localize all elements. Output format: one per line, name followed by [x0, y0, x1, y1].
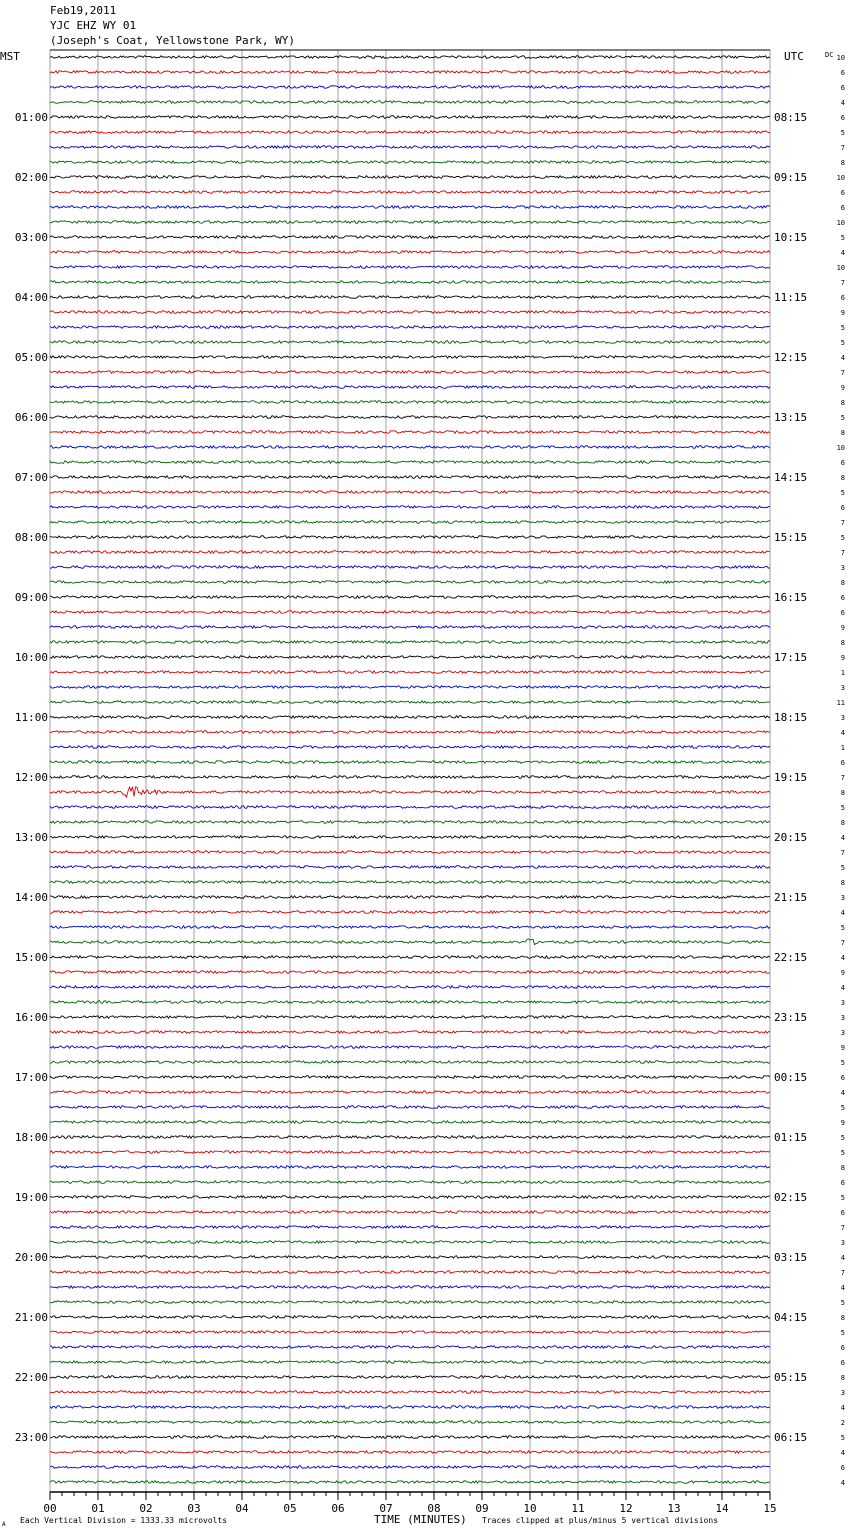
- dc-offset-label: 5: [840, 864, 845, 872]
- trace-line: [50, 1481, 770, 1484]
- trace-line: [50, 236, 770, 239]
- right-hour-label: 14:15: [774, 471, 808, 484]
- x-tick-label: 14: [715, 1502, 729, 1515]
- dc-offset-label: 1: [840, 669, 845, 677]
- dc-offset-label: 5: [840, 489, 845, 497]
- dc-offset-label: 4: [840, 834, 845, 842]
- dc-offset-label: 7: [840, 519, 845, 527]
- dc-offset-label: 6: [840, 294, 845, 302]
- dc-offset-label: 6: [840, 204, 845, 212]
- dc-offset-label: 4: [840, 1284, 845, 1292]
- dc-offset-label: 6: [840, 69, 845, 77]
- dc-offset-label: 5: [840, 1104, 845, 1112]
- left-hour-label: 18:00: [14, 1131, 48, 1144]
- right-hour-label: 10:15: [774, 231, 808, 244]
- left-timezone-label: MST: [0, 50, 20, 63]
- trace-line: [50, 1271, 770, 1274]
- x-tick-label: 11: [571, 1502, 585, 1515]
- trace-line: [50, 386, 770, 389]
- right-hour-label: 04:15: [774, 1311, 808, 1324]
- trace-line: [50, 596, 770, 599]
- trace-line: [50, 251, 770, 254]
- dc-offset-label: 10: [836, 219, 845, 227]
- right-hour-label: 19:15: [774, 771, 808, 784]
- x-tick-label: 10: [523, 1502, 537, 1515]
- dc-offset-label: 5: [840, 1299, 845, 1307]
- trace-line: [50, 1436, 770, 1439]
- trace-line: [50, 566, 770, 569]
- trace-line: [50, 911, 770, 914]
- trace-line: [50, 611, 770, 614]
- x-tick-label: 12: [619, 1502, 633, 1515]
- trace-line: [50, 671, 770, 674]
- trace-line: [50, 1361, 770, 1364]
- trace-line: [50, 1391, 770, 1394]
- trace-line: [50, 221, 770, 224]
- dc-offset-header: DC: [825, 51, 834, 59]
- right-hour-label: 13:15: [774, 411, 808, 424]
- trace-line: [50, 71, 770, 74]
- trace-line: [50, 761, 770, 764]
- left-hour-label: 01:00: [14, 111, 48, 124]
- left-hour-label: 17:00: [14, 1071, 48, 1084]
- dc-offset-label: 4: [840, 1404, 845, 1412]
- trace-line: [50, 1166, 770, 1169]
- dc-offset-label: 3: [840, 684, 845, 692]
- dc-offset-label: 6: [840, 609, 845, 617]
- dc-offset-label: 8: [840, 639, 845, 647]
- dc-offset-label: 10: [836, 264, 845, 272]
- right-hour-label: 01:15: [774, 1131, 808, 1144]
- left-hour-label: 11:00: [14, 711, 48, 724]
- trace-line: [50, 686, 770, 689]
- trace-line: [50, 401, 770, 404]
- x-tick-label: 03: [187, 1502, 201, 1515]
- left-hour-label: 05:00: [14, 351, 48, 364]
- trace-line: [50, 806, 770, 809]
- dc-offset-label: 9: [840, 654, 845, 662]
- dc-offset-label: 8: [840, 399, 845, 407]
- trace-line: [50, 1106, 770, 1109]
- dc-offset-label: 6: [840, 459, 845, 467]
- dc-offset-label: 8: [840, 579, 845, 587]
- dc-offset-label: 6: [840, 84, 845, 92]
- dc-offset-label: 5: [840, 339, 845, 347]
- dc-offset-label: 3: [840, 564, 845, 572]
- dc-offset-label: 10: [836, 54, 845, 62]
- trace-line: [50, 1001, 770, 1004]
- dc-offset-label: 6: [840, 594, 845, 602]
- trace-line: [50, 701, 770, 704]
- trace-line: [50, 581, 770, 584]
- dc-offset-label: 8: [840, 1164, 845, 1172]
- trace-line: [50, 536, 770, 539]
- chart-axes: [15, 50, 845, 1515]
- dc-offset-label: 9: [840, 624, 845, 632]
- dc-offset-label: 5: [840, 234, 845, 242]
- seismic-traces: [50, 56, 770, 1484]
- left-hour-label: 22:00: [14, 1371, 48, 1384]
- dc-offset-label: 8: [840, 1314, 845, 1322]
- x-tick-label: 05: [283, 1502, 297, 1515]
- trace-line: [50, 1331, 770, 1334]
- dc-offset-label: 1: [840, 744, 845, 752]
- x-tick-label: 13: [667, 1502, 681, 1515]
- trace-line: [50, 491, 770, 494]
- right-hour-label: 17:15: [774, 651, 808, 664]
- dc-offset-label: 8: [840, 429, 845, 437]
- left-hour-label: 12:00: [14, 771, 48, 784]
- dc-offset-label: 5: [840, 324, 845, 332]
- dc-offset-label: 8: [840, 879, 845, 887]
- dc-offset-label: 9: [840, 384, 845, 392]
- station-code: YJC EHZ WY 01: [50, 19, 137, 32]
- dc-offset-label: 6: [840, 189, 845, 197]
- trace-line: [50, 86, 770, 89]
- trace-line: [50, 1346, 770, 1349]
- trace-line: [50, 1121, 770, 1124]
- dc-offset-label: 8: [840, 474, 845, 482]
- station-location: (Joseph's Coat, Yellowstone Park, WY): [50, 34, 296, 47]
- right-hour-label: 22:15: [774, 951, 808, 964]
- trace-line: [50, 1316, 770, 1319]
- right-hour-label: 21:15: [774, 891, 808, 904]
- dc-offset-label: 5: [840, 1149, 845, 1157]
- dc-offset-label: 9: [840, 969, 845, 977]
- trace-line: [50, 971, 770, 974]
- dc-offset-label: 9: [840, 1044, 845, 1052]
- trace-line: [50, 1301, 770, 1304]
- left-hour-label: 23:00: [14, 1431, 48, 1444]
- dc-offset-label: 5: [840, 1434, 845, 1442]
- dc-offset-label: 3: [840, 999, 845, 1007]
- left-hour-label: 04:00: [14, 291, 48, 304]
- x-tick-label: 08: [427, 1502, 441, 1515]
- trace-line: [50, 146, 770, 149]
- dc-offset-label: 6: [840, 504, 845, 512]
- dc-offset-label: 7: [840, 939, 845, 947]
- dc-offset-label: 5: [840, 1059, 845, 1067]
- trace-line: [50, 986, 770, 989]
- dc-offset-label: 4: [840, 1449, 845, 1457]
- dc-offset-label: 8: [840, 819, 845, 827]
- left-hour-label: 02:00: [14, 171, 48, 184]
- trace-line: [50, 716, 770, 719]
- dc-offset-label: 7: [840, 279, 845, 287]
- dc-offset-label: 8: [840, 789, 845, 797]
- x-tick-label: 00: [43, 1502, 57, 1515]
- trace-line: [50, 1031, 770, 1034]
- left-hour-label: 16:00: [14, 1011, 48, 1024]
- right-hour-label: 03:15: [774, 1251, 808, 1264]
- trace-line: [50, 1091, 770, 1094]
- dc-offset-label: 3: [840, 894, 845, 902]
- dc-offset-label: 4: [840, 1479, 845, 1487]
- x-tick-label: 15: [763, 1502, 777, 1515]
- clipping-note: Traces clipped at plus/minus 5 vertical divisions: [482, 1516, 719, 1525]
- dc-offset-label: 4: [840, 954, 845, 962]
- dc-offset-label: 11: [836, 699, 845, 707]
- right-timezone-label: UTC: [784, 50, 804, 63]
- dc-offset-label: 5: [840, 1194, 845, 1202]
- trace-line: [50, 956, 770, 959]
- dc-offset-label: 5: [840, 804, 845, 812]
- left-hour-label: 13:00: [14, 831, 48, 844]
- dc-offset-label: 9: [840, 1119, 845, 1127]
- dc-offset-label: 5: [840, 414, 845, 422]
- right-hour-label: 08:15: [774, 111, 808, 124]
- trace-line: [50, 1241, 770, 1244]
- trace-line: [50, 731, 770, 734]
- dc-offset-label: 7: [840, 549, 845, 557]
- dc-offset-label: 6: [840, 1179, 845, 1187]
- dc-offset-label: 10: [836, 174, 845, 182]
- dc-offset-label: 6: [840, 1344, 845, 1352]
- trace-line: [50, 431, 770, 434]
- trace-line: [50, 506, 770, 509]
- trace-line: [50, 161, 770, 164]
- x-tick-label: 06: [331, 1502, 345, 1515]
- vertical-division-note: Each Vertical Division = 1333.33 microvolts: [20, 1516, 228, 1525]
- trace-line: [50, 1406, 770, 1409]
- dc-offset-label: 7: [840, 369, 845, 377]
- trace-line: [50, 101, 770, 104]
- trace-line: [50, 776, 770, 779]
- trace-line: [50, 266, 770, 269]
- left-hour-label: 15:00: [14, 951, 48, 964]
- dc-offset-label: 8: [840, 159, 845, 167]
- trace-line: [50, 116, 770, 119]
- dc-offset-label: 4: [840, 354, 845, 362]
- left-hour-label: 06:00: [14, 411, 48, 424]
- trace-line: [50, 341, 770, 344]
- trace-line: [50, 296, 770, 299]
- dc-offset-label: 5: [840, 534, 845, 542]
- trace-line: [50, 131, 770, 134]
- right-hour-label: 16:15: [774, 591, 808, 604]
- trace-line: [50, 1016, 770, 1019]
- left-hour-label: 08:00: [14, 531, 48, 544]
- trace-line: [50, 521, 770, 524]
- x-tick-label: 02: [139, 1502, 153, 1515]
- x-tick-label: 09: [475, 1502, 489, 1515]
- trace-line: [50, 1226, 770, 1229]
- dc-offset-label: 6: [840, 1464, 845, 1472]
- left-hour-label: 03:00: [14, 231, 48, 244]
- trace-line: [50, 416, 770, 419]
- x-axis-title: TIME (MINUTES): [374, 1513, 467, 1526]
- right-hour-label: 11:15: [774, 291, 808, 304]
- right-hour-label: 23:15: [774, 1011, 808, 1024]
- trace-line: [50, 56, 770, 59]
- trace-line: [50, 446, 770, 449]
- dc-offset-label: 4: [840, 1089, 845, 1097]
- dc-offset-label: 5: [840, 1329, 845, 1337]
- trace-line: [50, 1076, 770, 1079]
- trace-line: [50, 1151, 770, 1154]
- dc-offset-label: 4: [840, 984, 845, 992]
- x-tick-label: 01: [91, 1502, 105, 1515]
- dc-offset-label: 6: [840, 1209, 845, 1217]
- trace-line: [50, 191, 770, 194]
- trace-line: [50, 326, 770, 329]
- trace-line: [50, 656, 770, 659]
- chart-date: Feb19,2011: [50, 4, 117, 17]
- dc-offset-label: 4: [840, 729, 845, 737]
- trace-line: [50, 311, 770, 314]
- right-hour-label: 05:15: [774, 1371, 808, 1384]
- trace-line: [50, 281, 770, 284]
- dc-offset-label: 9: [840, 309, 845, 317]
- dc-offset-label: 7: [840, 1224, 845, 1232]
- dc-offset-label: 2: [840, 1419, 845, 1427]
- trace-line: [50, 371, 770, 374]
- trace-line: [50, 551, 770, 554]
- trace-line: [50, 356, 770, 359]
- left-hour-label: 07:00: [14, 471, 48, 484]
- trace-line: [50, 476, 770, 479]
- dc-offset-label: 6: [840, 759, 845, 767]
- dc-offset-label: 5: [840, 129, 845, 137]
- dc-offset-label: 7: [840, 849, 845, 857]
- trace-line: [50, 1061, 770, 1064]
- trace-line: [50, 1466, 770, 1469]
- trace-line: [50, 1286, 770, 1289]
- trace-line: [50, 821, 770, 824]
- dc-offset-label: 10: [836, 444, 845, 452]
- dc-offset-label: 5: [840, 1134, 845, 1142]
- dc-offset-label: 5: [840, 924, 845, 932]
- trace-line: [50, 787, 770, 797]
- left-hour-label: 19:00: [14, 1191, 48, 1204]
- dc-offset-label: 6: [840, 1074, 845, 1082]
- trace-line: [50, 1211, 770, 1214]
- dc-offset-label: 7: [840, 774, 845, 782]
- trace-line: [50, 896, 770, 899]
- trace-line: [50, 866, 770, 869]
- right-hour-label: 20:15: [774, 831, 808, 844]
- trace-line: [50, 206, 770, 209]
- trace-line: [50, 1376, 770, 1379]
- dc-offset-label: 6: [840, 114, 845, 122]
- left-hour-label: 09:00: [14, 591, 48, 604]
- trace-line: [50, 1181, 770, 1184]
- x-tick-label: 07: [379, 1502, 393, 1515]
- trace-line: [50, 926, 770, 929]
- trace-line: [50, 1196, 770, 1199]
- dc-offset-label: 4: [840, 1254, 845, 1262]
- left-hour-label: 20:00: [14, 1251, 48, 1264]
- trace-line: [50, 1421, 770, 1424]
- right-hour-label: 00:15: [774, 1071, 808, 1084]
- left-hour-label: 21:00: [14, 1311, 48, 1324]
- right-hour-label: 09:15: [774, 171, 808, 184]
- dc-offset-label: 3: [840, 1239, 845, 1247]
- footer-mark: A: [2, 1521, 6, 1528]
- x-tick-label: 04: [235, 1502, 249, 1515]
- trace-line: [50, 176, 770, 179]
- trace-line: [50, 746, 770, 749]
- dc-offset-label: 7: [840, 1269, 845, 1277]
- trace-line: [50, 851, 770, 854]
- trace-line: [50, 1256, 770, 1259]
- right-hour-label: 02:15: [774, 1191, 808, 1204]
- dc-offset-label: 7: [840, 144, 845, 152]
- dc-offset-label: 4: [840, 99, 845, 107]
- right-hour-label: 12:15: [774, 351, 808, 364]
- dc-offset-label: 3: [840, 714, 845, 722]
- dc-offset-label: 4: [840, 249, 845, 257]
- trace-line: [50, 626, 770, 629]
- trace-line: [50, 836, 770, 839]
- left-hour-label: 14:00: [14, 891, 48, 904]
- dc-offset-label: 3: [840, 1014, 845, 1022]
- trace-line: [50, 461, 770, 464]
- trace-line: [50, 939, 770, 945]
- trace-line: [50, 1136, 770, 1139]
- right-hour-label: 06:15: [774, 1431, 808, 1444]
- left-hour-label: 10:00: [14, 651, 48, 664]
- trace-line: [50, 881, 770, 884]
- dc-offset-label: 3: [840, 1029, 845, 1037]
- trace-line: [50, 1451, 770, 1454]
- dc-offset-label: 4: [840, 909, 845, 917]
- dc-offset-label: 6: [840, 1359, 845, 1367]
- right-hour-label: 18:15: [774, 711, 808, 724]
- dc-offset-label: 8: [840, 1374, 845, 1382]
- right-hour-label: 15:15: [774, 531, 808, 544]
- dc-offset-label: 3: [840, 1389, 845, 1397]
- trace-line: [50, 1046, 770, 1049]
- trace-line: [50, 641, 770, 644]
